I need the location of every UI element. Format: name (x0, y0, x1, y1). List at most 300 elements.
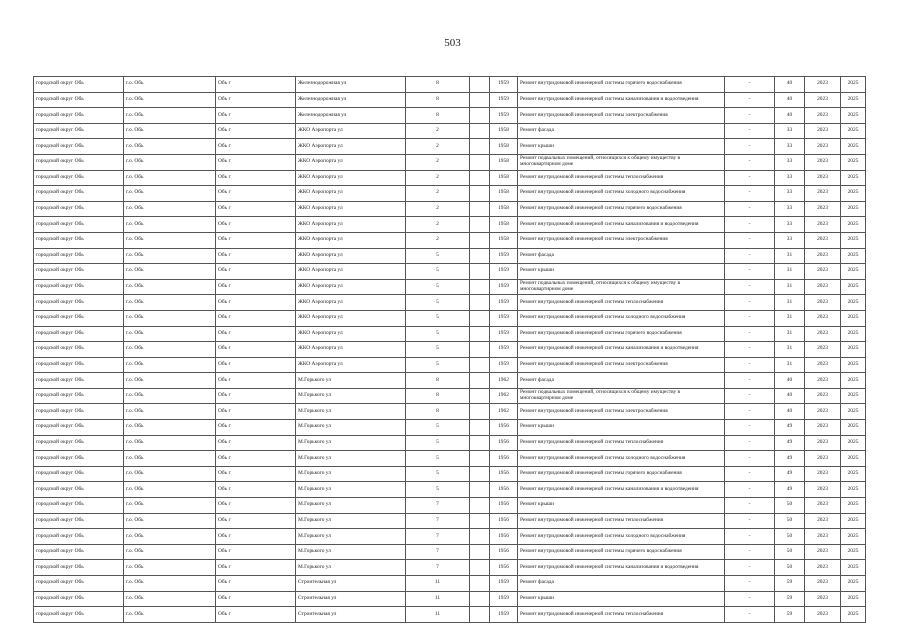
year-built-cell: 1958 (490, 217, 518, 233)
settlement-cell: Обь г (216, 513, 296, 529)
street-cell: ЖКО Аэропорта ул (296, 123, 406, 139)
house-number-cell: 7 (406, 498, 470, 514)
year-built-cell: 1958 (490, 170, 518, 186)
cost-cell: - (725, 607, 775, 623)
municipality-cell: городской округ Обь (34, 248, 124, 264)
plan-start-cell: 2023 (805, 482, 841, 498)
district-cell: г.о. Обь (124, 529, 216, 545)
municipality-cell: городской округ Обь (34, 170, 124, 186)
district-cell: г.о. Обь (124, 170, 216, 186)
year-built-cell: 1958 (490, 201, 518, 217)
street-cell: ЖКО Аэропорта ул (296, 248, 406, 264)
house-number-cell: 8 (406, 108, 470, 124)
cost-cell: - (725, 529, 775, 545)
district-cell: г.о. Обь (124, 217, 216, 233)
district-cell: г.о. Обь (124, 404, 216, 420)
municipality-cell: городской округ Обь (34, 186, 124, 202)
wear-cell: 33 (775, 154, 805, 170)
settlement-cell: Обь г (216, 435, 296, 451)
street-cell: М.Горького ул (296, 451, 406, 467)
year-built-cell: 1959 (490, 607, 518, 623)
settlement-cell: Обь г (216, 92, 296, 108)
plan-end-cell: 2025 (841, 560, 866, 576)
plan-start-cell: 2023 (805, 248, 841, 264)
plan-end-cell: 2025 (841, 170, 866, 186)
municipality-cell: городской округ Обь (34, 560, 124, 576)
street-cell: М.Горького ул (296, 544, 406, 560)
settlement-cell: Обь г (216, 201, 296, 217)
plan-end-cell: 2025 (841, 544, 866, 560)
building-cell (470, 591, 490, 607)
plan-start-cell: 2023 (805, 232, 841, 248)
work-type-cell: Ремонт внутридомовой инженерной системы теплоснабжения (518, 513, 725, 529)
building-cell (470, 498, 490, 514)
work-type-cell: Ремонт внутридомовой инженерной системы горячего водоснабжения (518, 77, 725, 93)
street-cell: ЖКО Аэропорта ул (296, 139, 406, 155)
district-cell: г.о. Обь (124, 201, 216, 217)
municipality-cell: городской округ Обь (34, 264, 124, 280)
cost-cell: - (725, 404, 775, 420)
settlement-cell: Обь г (216, 217, 296, 233)
district-cell: г.о. Обь (124, 466, 216, 482)
year-built-cell: 1956 (490, 420, 518, 436)
plan-end-cell: 2025 (841, 466, 866, 482)
table-row (34, 108, 866, 124)
district-cell: г.о. Обь (124, 77, 216, 93)
cost-cell: - (725, 92, 775, 108)
work-type-cell: Ремонт внутридомовой инженерной системы теплоснабжения (518, 170, 725, 186)
year-built-cell: 1962 (490, 373, 518, 389)
work-type-cell: Ремонт внутридомовой инженерной системы канализования и водоотведения (518, 560, 725, 576)
year-built-cell: 1956 (490, 498, 518, 514)
street-cell: Железнодорожная ул (296, 108, 406, 124)
building-cell (470, 326, 490, 342)
building-cell (470, 342, 490, 358)
wear-cell: 33 (775, 170, 805, 186)
district-cell: г.о. Обь (124, 451, 216, 467)
plan-start-cell: 2023 (805, 342, 841, 358)
plan-start-cell: 2023 (805, 170, 841, 186)
street-cell: ЖКО Аэропорта ул (296, 186, 406, 202)
plan-start-cell: 2023 (805, 357, 841, 373)
table-row (34, 357, 866, 373)
table-row (34, 186, 866, 202)
settlement-cell: Обь г (216, 357, 296, 373)
district-cell: г.о. Обь (124, 264, 216, 280)
work-type-cell: Ремонт фасада (518, 576, 725, 592)
year-built-cell: 1956 (490, 529, 518, 545)
house-number-cell: 5 (406, 420, 470, 436)
district-cell: г.о. Обь (124, 607, 216, 623)
table-body (34, 77, 866, 623)
building-cell (470, 295, 490, 311)
house-number-cell: 2 (406, 170, 470, 186)
municipality-cell: городской округ Обь (34, 451, 124, 467)
district-cell: г.о. Обь (124, 388, 216, 404)
plan-end-cell: 2025 (841, 248, 866, 264)
wear-cell: 33 (775, 123, 805, 139)
cost-cell: - (725, 560, 775, 576)
street-cell: М.Горького ул (296, 466, 406, 482)
cost-cell: - (725, 154, 775, 170)
plan-start-cell: 2023 (805, 513, 841, 529)
settlement-cell: Обь г (216, 591, 296, 607)
settlement-cell: Обь г (216, 560, 296, 576)
settlement-cell: Обь г (216, 482, 296, 498)
municipality-cell: городской округ Обь (34, 217, 124, 233)
year-built-cell: 1958 (490, 154, 518, 170)
municipality-cell: городской округ Обь (34, 435, 124, 451)
building-cell (470, 513, 490, 529)
wear-cell: 40 (775, 404, 805, 420)
municipality-cell: городской округ Обь (34, 108, 124, 124)
year-built-cell: 1958 (490, 139, 518, 155)
building-cell (470, 264, 490, 280)
wear-cell: 59 (775, 576, 805, 592)
table-row (34, 482, 866, 498)
municipality-cell: городской округ Обь (34, 92, 124, 108)
house-number-cell: 2 (406, 139, 470, 155)
work-type-cell: Ремонт внутридомовой инженерной системы канализования и водоотведения (518, 342, 725, 358)
plan-start-cell: 2023 (805, 420, 841, 436)
street-cell: М.Горького ул (296, 420, 406, 436)
street-cell: М.Горького ул (296, 529, 406, 545)
cost-cell: - (725, 388, 775, 404)
street-cell: Строительная ул (296, 591, 406, 607)
plan-end-cell: 2025 (841, 482, 866, 498)
work-type-cell: Ремонт подвальных помещений, относящихся к общему имуществу в многоквартирном доме (518, 388, 725, 404)
district-cell: г.о. Обь (124, 342, 216, 358)
year-built-cell: 1959 (490, 77, 518, 93)
plan-start-cell: 2023 (805, 310, 841, 326)
cost-cell: - (725, 466, 775, 482)
wear-cell: 49 (775, 466, 805, 482)
house-number-cell: 5 (406, 248, 470, 264)
table-row (34, 123, 866, 139)
plan-end-cell: 2025 (841, 420, 866, 436)
house-number-cell: 2 (406, 123, 470, 139)
table-row (34, 232, 866, 248)
building-cell (470, 232, 490, 248)
work-type-cell: Ремонт подвальных помещений, относящихся к общему имуществу в многоквартирном доме (518, 279, 725, 295)
work-type-cell: Ремонт фасада (518, 123, 725, 139)
municipality-cell: городской округ Обь (34, 77, 124, 93)
cost-cell: - (725, 123, 775, 139)
cost-cell: - (725, 186, 775, 202)
house-number-cell: 5 (406, 326, 470, 342)
house-number-cell: 2 (406, 154, 470, 170)
settlement-cell: Обь г (216, 529, 296, 545)
table-row (34, 170, 866, 186)
plan-start-cell: 2023 (805, 451, 841, 467)
work-type-cell: Ремонт внутридомовой инженерной системы холодного водоснабжения (518, 310, 725, 326)
municipality-cell: городской округ Обь (34, 357, 124, 373)
street-cell: М.Горького ул (296, 404, 406, 420)
municipality-cell: городской округ Обь (34, 201, 124, 217)
municipality-cell: городской округ Обь (34, 544, 124, 560)
municipality-cell: городской округ Обь (34, 420, 124, 436)
street-cell: М.Горького ул (296, 373, 406, 389)
municipality-cell: городской округ Обь (34, 404, 124, 420)
table-row (34, 529, 866, 545)
settlement-cell: Обь г (216, 186, 296, 202)
district-cell: г.о. Обь (124, 373, 216, 389)
work-type-cell: Ремонт внутридомовой инженерной системы горячего водоснабжения (518, 466, 725, 482)
wear-cell: 31 (775, 357, 805, 373)
table-row (34, 77, 866, 93)
cost-cell: - (725, 451, 775, 467)
settlement-cell: Обь г (216, 420, 296, 436)
plan-start-cell: 2023 (805, 591, 841, 607)
plan-end-cell: 2025 (841, 201, 866, 217)
year-built-cell: 1956 (490, 513, 518, 529)
year-built-cell: 1959 (490, 326, 518, 342)
year-built-cell: 1956 (490, 544, 518, 560)
plan-end-cell: 2025 (841, 607, 866, 623)
building-cell (470, 388, 490, 404)
settlement-cell: Обь г (216, 466, 296, 482)
street-cell: Железнодорожная ул (296, 77, 406, 93)
settlement-cell: Обь г (216, 310, 296, 326)
building-cell (470, 357, 490, 373)
house-number-cell: 2 (406, 186, 470, 202)
cost-cell: - (725, 342, 775, 358)
year-built-cell: 1956 (490, 466, 518, 482)
plan-end-cell: 2025 (841, 529, 866, 545)
settlement-cell: Обь г (216, 279, 296, 295)
district-cell: г.о. Обь (124, 498, 216, 514)
plan-end-cell: 2025 (841, 342, 866, 358)
house-number-cell: 8 (406, 388, 470, 404)
house-number-cell: 7 (406, 513, 470, 529)
building-cell (470, 217, 490, 233)
plan-end-cell: 2025 (841, 123, 866, 139)
house-number-cell: 8 (406, 77, 470, 93)
work-type-cell: Ремонт крыши (518, 264, 725, 280)
cost-cell: - (725, 279, 775, 295)
settlement-cell: Обь г (216, 498, 296, 514)
house-number-cell: 2 (406, 201, 470, 217)
municipality-cell: городской округ Обь (34, 529, 124, 545)
year-built-cell: 1959 (490, 310, 518, 326)
wear-cell: 33 (775, 232, 805, 248)
cost-cell: - (725, 435, 775, 451)
house-number-cell: 2 (406, 217, 470, 233)
house-number-cell: 5 (406, 482, 470, 498)
work-type-cell: Ремонт внутридомовой инженерной системы теплоснабжения (518, 435, 725, 451)
district-cell: г.о. Обь (124, 482, 216, 498)
year-built-cell: 1959 (490, 576, 518, 592)
plan-start-cell: 2023 (805, 466, 841, 482)
house-number-cell: 7 (406, 544, 470, 560)
plan-start-cell: 2023 (805, 607, 841, 623)
municipality-cell: городской округ Обь (34, 279, 124, 295)
year-built-cell: 1956 (490, 435, 518, 451)
table-row (34, 264, 866, 280)
table-row (34, 420, 866, 436)
district-cell: г.о. Обь (124, 232, 216, 248)
settlement-cell: Обь г (216, 264, 296, 280)
year-built-cell: 1962 (490, 404, 518, 420)
district-cell: г.о. Обь (124, 139, 216, 155)
table-row (34, 560, 866, 576)
work-type-cell: Ремонт внутридомовой инженерной системы теплоснабжения (518, 607, 725, 623)
work-type-cell: Ремонт крыши (518, 591, 725, 607)
wear-cell: 40 (775, 77, 805, 93)
district-cell: г.о. Обь (124, 123, 216, 139)
street-cell: Строительная ул (296, 607, 406, 623)
settlement-cell: Обь г (216, 373, 296, 389)
plan-end-cell: 2025 (841, 326, 866, 342)
plan-end-cell: 2025 (841, 108, 866, 124)
house-number-cell: 8 (406, 373, 470, 389)
district-cell: г.о. Обь (124, 357, 216, 373)
cost-cell: - (725, 201, 775, 217)
plan-start-cell: 2023 (805, 77, 841, 93)
work-type-cell: Ремонт внутридомовой инженерной системы горячего водоснабжения (518, 326, 725, 342)
plan-end-cell: 2025 (841, 139, 866, 155)
wear-cell: 40 (775, 388, 805, 404)
plan-end-cell: 2025 (841, 435, 866, 451)
municipality-cell: городской округ Обь (34, 576, 124, 592)
table-row (34, 154, 866, 170)
cost-cell: - (725, 264, 775, 280)
work-type-cell: Ремонт внутридомовой инженерной системы канализования и водоотведения (518, 217, 725, 233)
work-type-cell: Ремонт внутридомовой инженерной системы горячего водоснабжения (518, 201, 725, 217)
work-type-cell: Ремонт фасада (518, 248, 725, 264)
wear-cell: 31 (775, 295, 805, 311)
table-row (34, 451, 866, 467)
cost-cell: - (725, 217, 775, 233)
year-built-cell: 1956 (490, 560, 518, 576)
settlement-cell: Обь г (216, 544, 296, 560)
building-cell (470, 77, 490, 93)
district-cell: г.о. Обь (124, 248, 216, 264)
settlement-cell: Обь г (216, 576, 296, 592)
municipality-cell: городской округ Обь (34, 326, 124, 342)
table-row (34, 295, 866, 311)
street-cell: ЖКО Аэропорта ул (296, 295, 406, 311)
building-cell (470, 435, 490, 451)
plan-start-cell: 2023 (805, 279, 841, 295)
table-row (34, 466, 866, 482)
building-cell (470, 560, 490, 576)
building-cell (470, 186, 490, 202)
cost-cell: - (725, 576, 775, 592)
wear-cell: 49 (775, 482, 805, 498)
table-row (34, 576, 866, 592)
building-cell (470, 482, 490, 498)
plan-end-cell: 2025 (841, 77, 866, 93)
plan-end-cell: 2025 (841, 217, 866, 233)
building-cell (470, 201, 490, 217)
house-number-cell: 5 (406, 466, 470, 482)
work-type-cell: Ремонт внутридомовой инженерной системы электроснабжения (518, 232, 725, 248)
wear-cell: 40 (775, 92, 805, 108)
cost-cell: - (725, 310, 775, 326)
table-row (34, 248, 866, 264)
table-row (34, 201, 866, 217)
table-row (34, 498, 866, 514)
wear-cell: 50 (775, 544, 805, 560)
cost-cell: - (725, 373, 775, 389)
street-cell: Строительная ул (296, 576, 406, 592)
table-row (34, 342, 866, 358)
plan-end-cell: 2025 (841, 498, 866, 514)
municipality-cell: городской округ Обь (34, 310, 124, 326)
district-cell: г.о. Обь (124, 92, 216, 108)
street-cell: М.Горького ул (296, 435, 406, 451)
wear-cell: 31 (775, 310, 805, 326)
district-cell: г.о. Обь (124, 295, 216, 311)
house-number-cell: 5 (406, 279, 470, 295)
wear-cell: 31 (775, 279, 805, 295)
plan-start-cell: 2023 (805, 186, 841, 202)
building-cell (470, 466, 490, 482)
plan-end-cell: 2025 (841, 279, 866, 295)
year-built-cell: 1959 (490, 108, 518, 124)
settlement-cell: Обь г (216, 139, 296, 155)
wear-cell: 50 (775, 513, 805, 529)
house-number-cell: 5 (406, 310, 470, 326)
building-cell (470, 529, 490, 545)
building-cell (470, 544, 490, 560)
building-cell (470, 451, 490, 467)
wear-cell: 49 (775, 451, 805, 467)
cost-cell: - (725, 326, 775, 342)
building-cell (470, 373, 490, 389)
wear-cell: 50 (775, 529, 805, 545)
district-cell: г.о. Обь (124, 591, 216, 607)
table-row (34, 435, 866, 451)
street-cell: ЖКО Аэропорта ул (296, 326, 406, 342)
municipality-cell: городской округ Обь (34, 466, 124, 482)
house-number-cell: 5 (406, 357, 470, 373)
work-type-cell: Ремонт крыши (518, 139, 725, 155)
cost-cell: - (725, 420, 775, 436)
street-cell: ЖКО Аэропорта ул (296, 310, 406, 326)
house-number-cell: 7 (406, 560, 470, 576)
table-row (34, 139, 866, 155)
municipality-cell: городской округ Обь (34, 232, 124, 248)
settlement-cell: Обь г (216, 388, 296, 404)
year-built-cell: 1959 (490, 248, 518, 264)
wear-cell: 59 (775, 591, 805, 607)
street-cell: ЖКО Аэропорта ул (296, 217, 406, 233)
wear-cell: 31 (775, 248, 805, 264)
settlement-cell: Обь г (216, 295, 296, 311)
street-cell: М.Горького ул (296, 482, 406, 498)
work-type-cell: Ремонт внутридомовой инженерной системы электроснабжения (518, 357, 725, 373)
plan-start-cell: 2023 (805, 560, 841, 576)
building-cell (470, 123, 490, 139)
building-cell (470, 139, 490, 155)
table-row (34, 279, 866, 295)
district-cell: г.о. Обь (124, 560, 216, 576)
repair-schedule-table (33, 76, 866, 623)
plan-end-cell: 2025 (841, 154, 866, 170)
work-type-cell: Ремонт фасада (518, 373, 725, 389)
house-number-cell: 5 (406, 435, 470, 451)
wear-cell: 33 (775, 139, 805, 155)
cost-cell: - (725, 248, 775, 264)
plan-start-cell: 2023 (805, 154, 841, 170)
work-type-cell: Ремонт внутридомовой инженерной системы холодного водоснабжения (518, 186, 725, 202)
work-type-cell: Ремонт внутридомовой инженерной системы холодного водоснабжения (518, 451, 725, 467)
district-cell: г.о. Обь (124, 420, 216, 436)
plan-start-cell: 2023 (805, 139, 841, 155)
year-built-cell: 1959 (490, 591, 518, 607)
